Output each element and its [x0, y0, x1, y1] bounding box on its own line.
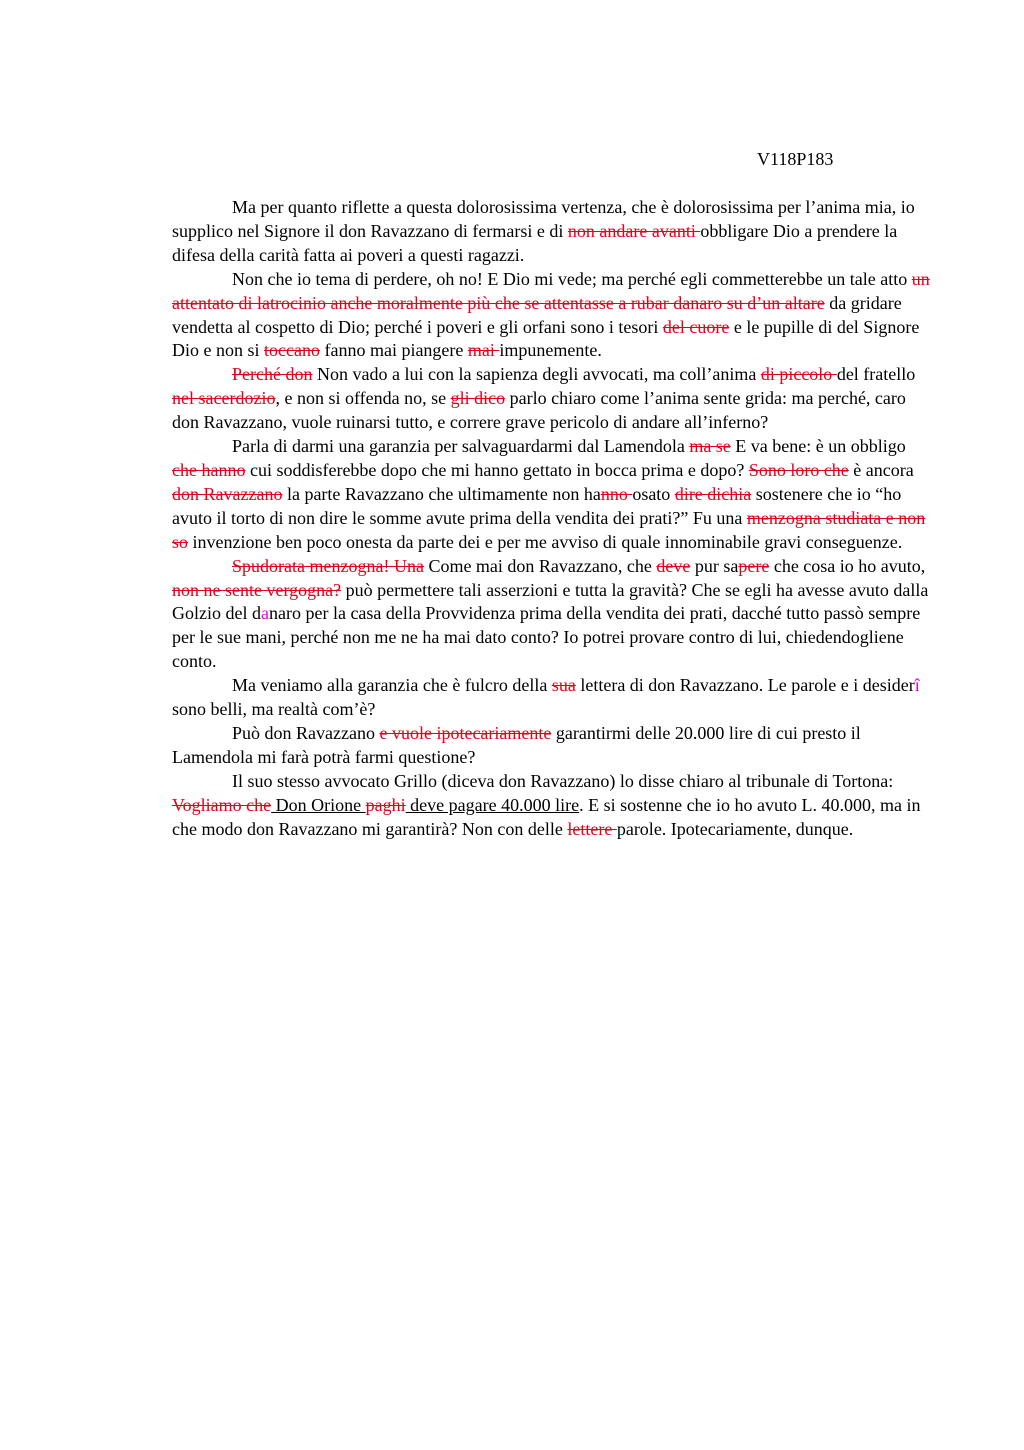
deleted-text: deve [656, 555, 691, 576]
text-span: e le pupille di del Signore Dio e non si [172, 316, 920, 361]
text-span: sostenere che io “ho avuto il torto di non dire le somme avute prima della vendita dei prati?” Fu una [172, 483, 902, 528]
page-reference: V118P183 [757, 149, 834, 169]
deleted-text: Spudorata menzogna! Una [232, 555, 424, 576]
deleted-text: dire dichia [674, 483, 752, 504]
text-span: parlo chiaro come l’anima sente grida: ma perché, caro don Ravazzano, vuole ruinarsi tutto, e correre grave pericolo di andare all’inferno? [172, 388, 906, 433]
letter-body [172, 196, 932, 841]
deleted-text: ma se [689, 436, 731, 457]
text-span: fanno mai piangere [319, 340, 468, 361]
text-span: è ancora [848, 459, 914, 480]
text-span: che cosa io ho avuto, [769, 555, 926, 576]
paragraph-1 [172, 196, 932, 268]
paragraph-4 [172, 435, 932, 555]
text-span: garantirmi delle 20.000 lire di cui presto il Lamendola mi farà potrà farmi questione? [172, 722, 861, 767]
deleted-text: non ne sente vergogna? [172, 579, 342, 600]
deleted-text: paghi [365, 794, 406, 815]
text-span: lettera di don Ravazzano. Le parole e i desider [575, 675, 915, 696]
paragraph-2 [172, 268, 932, 364]
deleted-text: don Ravazzano [172, 483, 283, 504]
text-span: cui soddisferebbe dopo che mi hanno gettato in bocca prima e dopo? [245, 459, 749, 480]
text-span: la parte Ravazzano che ultimamente non ha [282, 483, 601, 504]
text-span: E va bene: è un obbligo [730, 436, 906, 457]
deleted-text: gli dico [450, 388, 506, 409]
underlined-text: Don Orione [271, 794, 366, 815]
inserted-letter: î [914, 675, 920, 696]
text-span: del fratello [836, 364, 916, 385]
paragraph-6 [172, 674, 932, 722]
paragraph-8 [172, 770, 932, 842]
paragraph-7 [172, 722, 932, 770]
deleted-text: toccano [264, 340, 320, 361]
deleted-text: un attentato di latrocinio anche moralmente più che se attentasse a rubar danaro su d’un altare [172, 268, 930, 313]
inserted-letter: a [260, 603, 269, 624]
deleted-text: Perché don [232, 364, 313, 385]
text-span: Parla di darmi una garanzia per salvaguardarmi dal Lamendola [232, 436, 690, 457]
paragraph-5 [172, 555, 932, 675]
deleted-text: mai [467, 340, 500, 361]
text-span: da gridare vendetta al cospetto di Dio; perché i poveri e gli orfani sono i tesori [172, 292, 902, 337]
text-span: Non vado a lui con la sapienza degli avvocati, ma coll’anima [312, 364, 761, 385]
deleted-text: non andare avanti [567, 220, 701, 241]
deleted-text: menzogna studiata e non so [172, 507, 926, 552]
text-span: . E si sostenne che io ho avuto L. 40.000, ma in che modo don Ravazzano mi garantirà? Non con delle [172, 794, 921, 839]
text-span: , e non si offenda no, se [275, 388, 451, 409]
text-span: pur sa [690, 555, 739, 576]
text-span: Ma per quanto riflette a questa dolorosissima vertenza, che è dolorosissima per l’anima mia, io supplico nel Signore il don Ravazzano di fermarsi e di [172, 197, 915, 241]
text-span: Il suo stesso avvocato Grillo (diceva don Ravazzano) lo disse chiaro al tribunale di Tortona: [232, 770, 894, 791]
text-span: invenzione ben poco onesta da parte dei e per me avviso di quale innominabile gravi conseguenze. [188, 531, 903, 552]
text-span: impunemente. [499, 340, 602, 361]
text-span: obbligare Dio a prendere la difesa della carità fatta ai poveri a questi ragazzi. [172, 220, 898, 265]
deleted-text: pere [738, 555, 770, 576]
text-span: Non che io tema di perdere, oh no! E Dio mi vede; ma perché egli commetterebbe un tale atto [232, 268, 912, 289]
paragraph-3 [172, 363, 932, 435]
text-span: sono belli, ma realtà com’è? [172, 699, 376, 720]
text-span: osato [632, 483, 675, 504]
text-span: Ma veniamo alla garanzia che è fulcro della [232, 675, 552, 696]
deleted-text: di piccolo [760, 364, 837, 385]
deleted-text: e vuole ipotecariamente [379, 722, 552, 743]
deleted-text: del cuore [662, 316, 730, 337]
deleted-text: che hanno [172, 459, 246, 480]
text-span: naro per la casa della Provvidenza prima della vendita dei prati, dacché tutto passò sempre per le sue mani, perché non me ne ha mai dato conto? Io potrei provare contro di lui, chiedendogliene conto. [172, 603, 921, 672]
text-span: parole. Ipotecariamente, dunque. [616, 818, 854, 839]
deleted-text: Vogliamo che [172, 794, 272, 815]
text-span: può permettere tali asserzioni e tutta la gravità? Che se egli ha avesse avuto dalla Golzio del d [172, 579, 929, 624]
deleted-text: nno [600, 483, 633, 504]
deleted-text: Sono loro che [748, 459, 849, 480]
underlined-text: deve pagare 40.000 lire [405, 794, 580, 815]
deleted-text: sua [551, 675, 576, 696]
text-span: Come mai don Ravazzano, che [423, 555, 657, 576]
deleted-text: lettere [567, 818, 617, 839]
text-span: Può don Ravazzano [232, 722, 380, 743]
deleted-text: nel sacerdozio [172, 388, 276, 409]
